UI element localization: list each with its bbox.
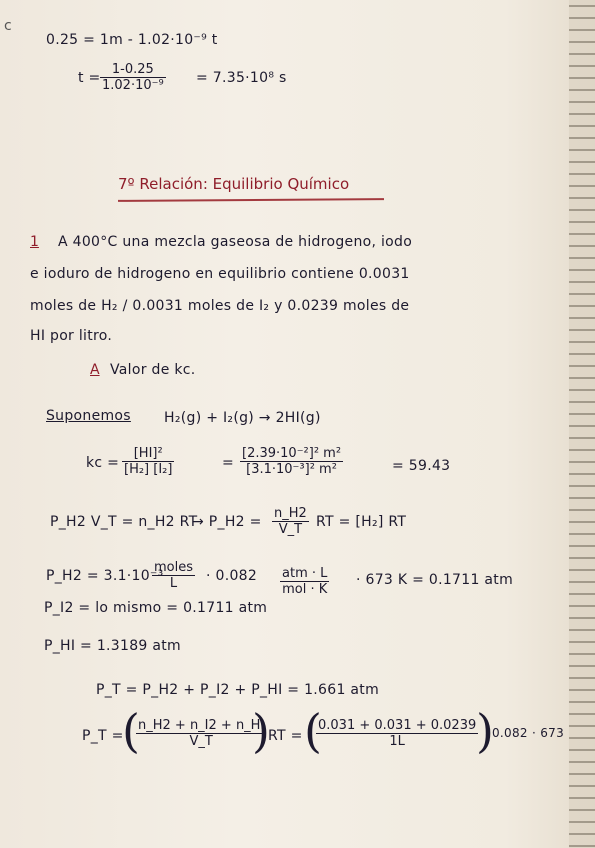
ph2-calc-mid: · 0.082	[206, 568, 258, 584]
pt2-numerator-values: 0.031 + 0.031 + 0.0239	[318, 718, 477, 733]
ph2-calc-units2-num: atm · L	[282, 566, 328, 581]
phi-line: P_HI = 1.3189 atm	[44, 638, 181, 654]
problem-line-2: e ioduro de hidrogeno en equilibrio contiene 0.0031	[30, 266, 410, 282]
problem-line-1: A 400°C una mezcla gaseosa de hidrogeno, iodo	[58, 234, 413, 250]
reaction-equation: H₂(g) + I₂(g) → 2HI(g)	[164, 410, 321, 426]
kc-label: kc =	[86, 455, 120, 471]
kc-numerator: [HI]²	[122, 446, 174, 462]
ph2-calc-right: · 673 K = 0.1711 atm	[356, 572, 514, 588]
pt2-fraction	[136, 718, 266, 749]
ph2-calc-units2-den: mol · K	[282, 582, 328, 597]
time-denominator: 1.02·10⁻⁹	[102, 78, 164, 93]
pt2-open-paren-2: (	[304, 704, 322, 758]
pt2-numerator: n_H2 + n_I2 + n_HI	[138, 718, 265, 733]
pt2-denominator: V_T	[189, 734, 213, 749]
ph2-ideal-gas: P_H2 V_T = n_H2 RT	[50, 514, 198, 530]
pt2-denominator-values: 1L	[389, 734, 405, 749]
part-a-text: Valor de kc.	[110, 362, 196, 378]
time-fraction	[100, 62, 166, 93]
ph2-right: RT = [H₂] RT	[316, 514, 407, 530]
kc-numerator-values: [2.39·10⁻²]² m²	[242, 446, 342, 461]
part-a-letter: A	[90, 362, 100, 378]
decay-equation: 0.25 = 1m - 1.02·10⁻⁹ t	[46, 32, 218, 48]
pt2-fraction-values	[316, 718, 478, 749]
page-title: 7º Relación: Equilibrio Químico	[118, 175, 350, 193]
problem-line-4: HI por litro.	[30, 328, 113, 344]
time-result: = 7.35·10⁸ s	[196, 70, 287, 86]
pt-line: P_T = P_H2 + P_I2 + P_HI = 1.661 atm	[96, 682, 380, 698]
pt2-mid: RT =	[268, 728, 303, 744]
kc-result: = 59.43	[392, 458, 451, 474]
spiral-binding	[569, 0, 595, 848]
problem-line-3: moles de H₂ / 0.0031 moles de I₂ y 0.0239 moles de	[30, 298, 410, 314]
problem-number: 1	[30, 234, 39, 250]
pt2-close-paren: )	[252, 704, 270, 758]
time-numerator: 1-0.25	[100, 62, 166, 78]
ph2-denominator: V_T	[278, 522, 303, 537]
kc-fraction	[122, 446, 174, 477]
pt2-label: P_T =	[82, 728, 124, 744]
corner-mark: c	[4, 18, 12, 34]
kc-equals: =	[222, 455, 235, 471]
ph2-fraction	[272, 506, 309, 537]
kc-denominator-values: [3.1·10⁻³]² m²	[246, 462, 337, 477]
ph2-calc-units2	[280, 566, 329, 597]
kc-fraction-values	[240, 446, 343, 477]
ph2-calc-units1-den: L	[169, 576, 178, 591]
pi2-line: P_I2 = lo mismo = 0.1711 atm	[44, 600, 268, 616]
title-underline	[118, 198, 384, 202]
pt2-right: 0.082 · 673	[492, 726, 565, 740]
time-label: t =	[78, 70, 101, 86]
ph2-calc-units1-num: moles	[154, 560, 193, 575]
pt2-open-paren: (	[122, 704, 140, 758]
kc-denominator: [H₂] [I₂]	[124, 462, 173, 477]
ph2-numerator: n_H2	[274, 506, 307, 521]
ph2-calc-units1	[152, 560, 195, 591]
ph2-arrow: → P_H2 =	[192, 514, 262, 530]
reaction-label: Suponemos	[46, 408, 131, 424]
pt2-close-paren-2: )	[476, 704, 494, 758]
ph2-calc-left: P_H2 = 3.1·10⁻³	[46, 568, 164, 584]
